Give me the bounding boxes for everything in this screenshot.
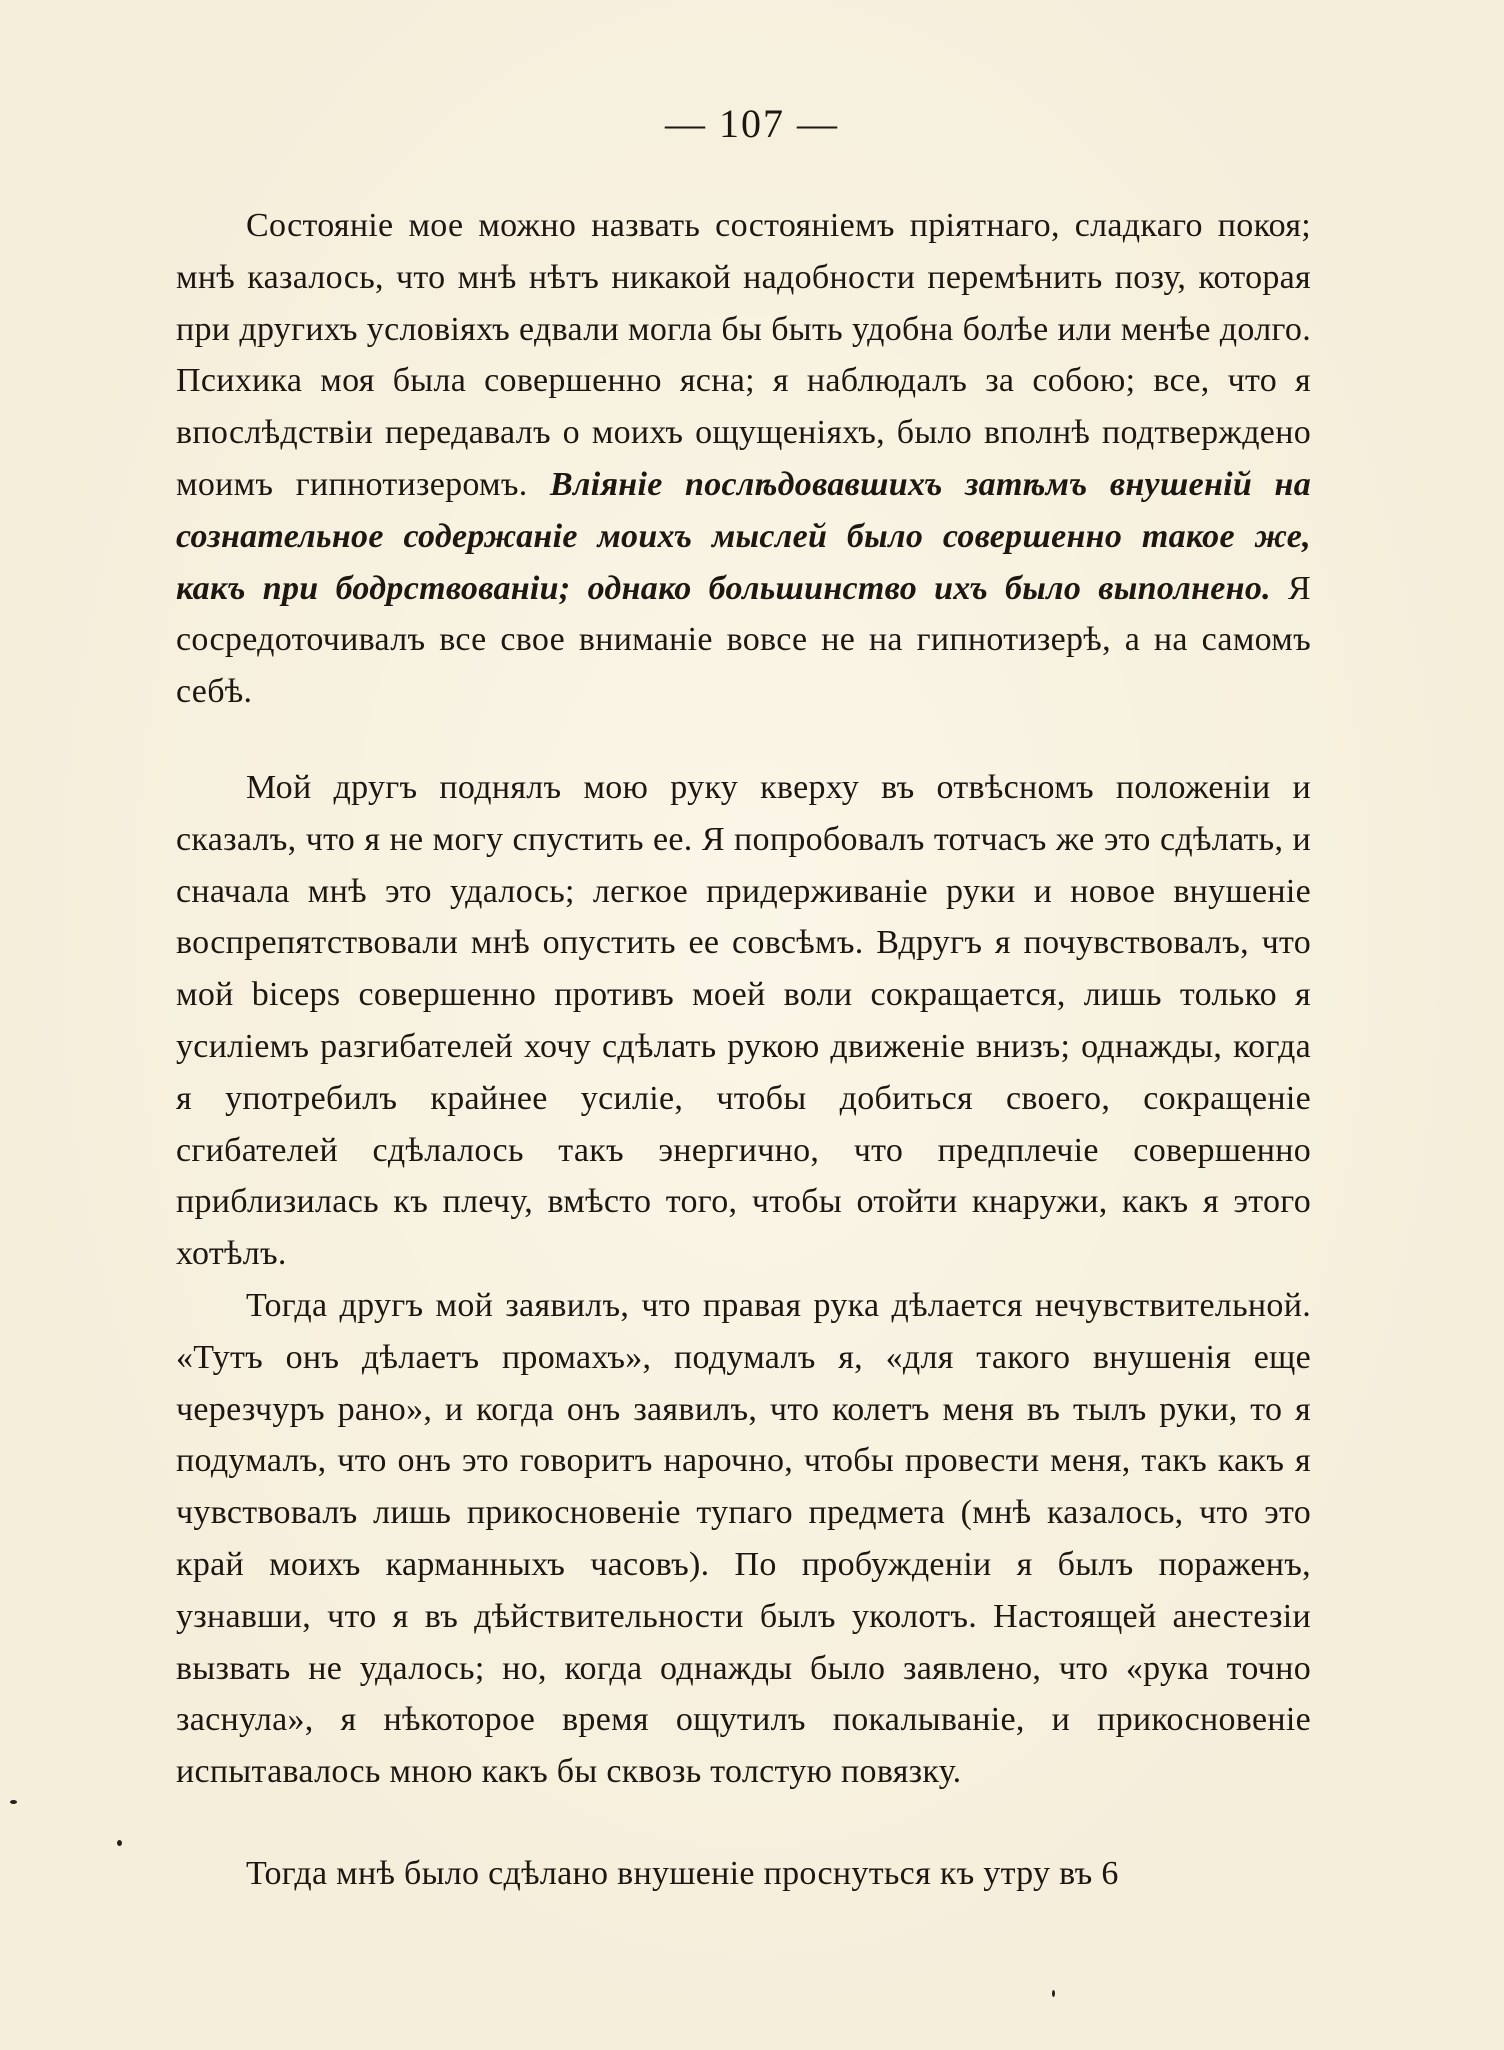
paragraph-4-text: Тогда мнѣ было сдѣлано внушенiе проснуться къ утру въ 6 <box>246 1855 1119 1892</box>
ink-speck <box>117 1840 122 1846</box>
paragraph-1-text-after: Я сосредоточивалъ все свое вниманiе вовсе не на гипнотизерѣ, а на самомъ себѣ. <box>176 569 1311 711</box>
paragraph-1 <box>176 200 1311 718</box>
ink-speck <box>1052 1990 1055 1997</box>
paragraph-4 <box>176 1848 1311 1900</box>
paragraph-3-text: Тогда другъ мой заявилъ, что правая рука дѣлается нечувствительной. «Тутъ онъ дѣлаетъ промахъ», подумалъ я, «для такого внушенiя еще черезчуръ рано», и когда онъ заявилъ, что колетъ меня въ тылъ руки, то я подумалъ, что онъ это говоритъ нарочно, чтобы провести меня, такъ какъ я чувствовалъ лишь прикосновенiе тупаго предмета (мнѣ казалось, что это край моихъ карманныхъ часовъ). По пробужденiи я былъ пораженъ, узнавши, что я въ дѣйствительности былъ уколотъ. Настоящей анестезiи вызвать не удалось; но, когда однажды было заявлено, что «рука точно заснула», я нѣкоторое время ощутилъ покалыванiе, и прикосновенiе испытавалось мною какъ бы сквозь толстую повязку. <box>176 1287 1311 1791</box>
paragraph-1-text-before: Состоянiе мое можно назвать состоянiемъ прiятнаго, сладкаго покоя; мнѣ казалось, что мнѣ нѣтъ никакой надобности перемѣнить позу, которая при другихъ условiяхъ едвали могла бы быть удобна болѣе или менѣе долго. Психика моя была совершенно ясна; я наблюдалъ за собою; все, что я впослѣдствiи передавалъ о моихъ ощущенiяхъ, было вполнѣ подтверждено моимъ гипнотизеромъ. <box>176 207 1311 503</box>
paragraph-2-text: Мой другъ поднялъ мою руку кверху въ отвѣсномъ положенiи и сказалъ, что я не могу спустить ее. Я попробовалъ тотчасъ же это сдѣлать, и сначала мнѣ это удалось; легкое придерживанiе руки и новое внушенiе воспрепятствовали мнѣ опустить ее совсѣмъ. Вдругъ я почувствовалъ, что мой biceps совершенно противъ моей воли сокращается, лишь только я усилiемъ разгибателей хочу сдѣлать рукою движенiе внизъ; однажды, когда я употребилъ крайнее усилiе, чтобы добиться своего, сокращенiе сгибателей сдѣлалось такъ энергично, что предплечiе совершенно приблизилась къ плечу, вмѣсто того, чтобы отойти кнаружи, какъ я этого хотѣлъ. <box>176 769 1311 1273</box>
paragraph-1-emphasis: Влiянiе послѣдовавшихъ затѣмъ внушенiй на сознательное содержанiе моихъ мыслей было совершенно такое же, какъ при бодрствованiи; однако большинство ихъ было выполнено. <box>176 465 1311 607</box>
paragraph-2 <box>176 762 1311 1280</box>
page-number: — 107 — <box>665 101 839 146</box>
ink-speck <box>10 1800 17 1804</box>
paragraph-3 <box>176 1280 1311 1798</box>
